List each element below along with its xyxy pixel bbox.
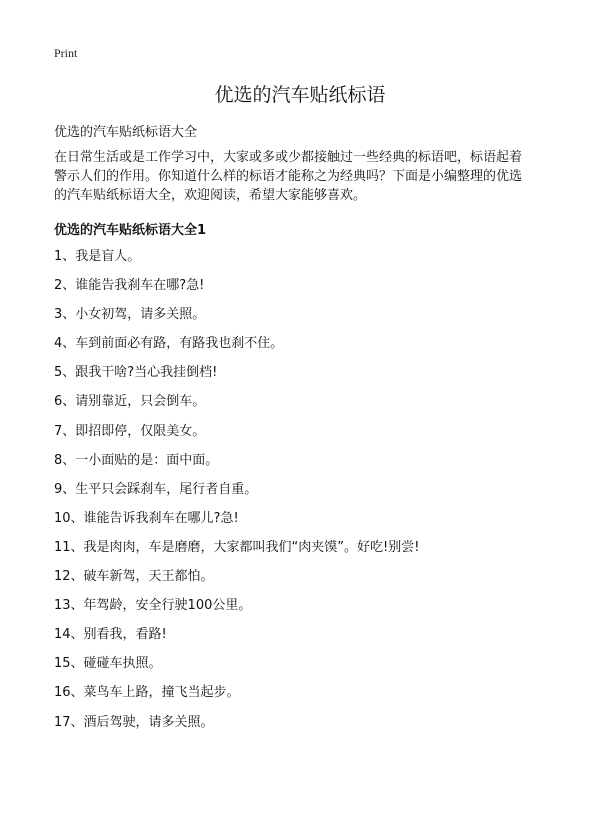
list-item: 16、菜鸟车上路，撞飞当起步。 [54, 685, 240, 701]
list-item: 6、请别靠近，只会倒车。 [54, 394, 206, 410]
list-item: 1、我是盲人。 [54, 249, 141, 264]
section-heading: 优选的汽车贴纸标语大全1 [54, 223, 207, 238]
subtitle: 优选的汽车贴纸标语大全 [54, 125, 198, 140]
list-item: 3、小女初驾，请多关照。 [54, 307, 206, 323]
list-item: 13、年驾龄，安全行驶100公里。 [54, 598, 252, 614]
print-link[interactable]: Print [54, 46, 78, 60]
intro-line: 警示人们的作用。你知道什么样的标语才能称之为经典吗？下面是小编整理的优选 [54, 169, 523, 184]
intro-line: 的汽车贴纸标语大全，欢迎阅读，希望大家能够喜欢。 [54, 188, 367, 203]
list-item: 10、谁能告诉我刹车在哪儿?急! [54, 510, 239, 526]
list-item: 14、别看我，看路! [54, 627, 167, 643]
list-item: 7、即招即停，仅限美女。 [54, 423, 206, 439]
slogan-list [54, 248, 419, 743]
page-title: 优选的汽车贴纸标语 [214, 84, 386, 106]
list-item: 8、一小面贴的是：面中面。 [54, 452, 219, 468]
list-item: 17、酒后驾驶，请多关照。 [54, 714, 214, 730]
list-item: 4、车到前面必有路，有路我也刹不住。 [54, 336, 284, 352]
list-item: 9、生平只会踩刹车，尾行者自重。 [54, 481, 258, 497]
list-item: 12、破车新驾，天王都怕。 [54, 569, 214, 585]
intro-paragraph [54, 148, 574, 205]
intro-line: 在日常生活或是工作学习中，大家或多或少都接触过一些经典的标语吧，标语起着 [54, 150, 523, 165]
list-item: 11、我是肉肉，车是磨磨，大家都叫我们“肉夹馍”。好吃!别尝! [54, 539, 420, 555]
list-item: 15、碰碰车执照。 [54, 656, 162, 672]
list-item: 5、跟我干啥?当心我挂倒档! [54, 365, 218, 381]
list-item: 2、谁能告我刹车在哪?急! [54, 278, 205, 294]
